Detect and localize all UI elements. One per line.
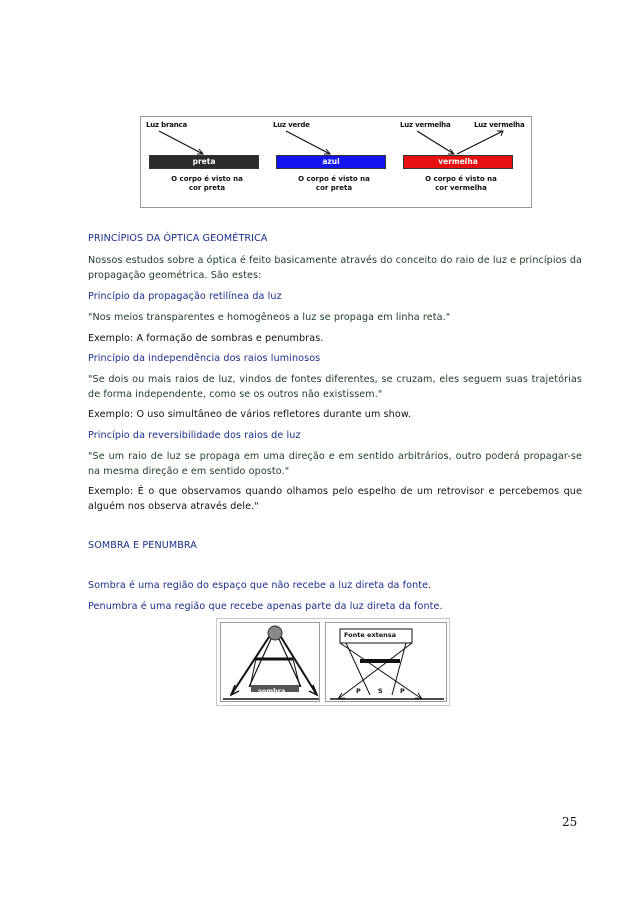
caption-line: O corpo é visto na bbox=[425, 175, 497, 183]
caption-line: O corpo é visto na bbox=[171, 175, 243, 183]
figure-caption bbox=[284, 175, 384, 193]
penumbra-label: P bbox=[356, 687, 361, 695]
body-bar-red bbox=[403, 155, 513, 169]
figure-panel-red-light bbox=[399, 119, 523, 205]
penumbra-label: P bbox=[400, 687, 405, 695]
light-label: Luz vermelha bbox=[400, 121, 451, 129]
caption-line: cor preta bbox=[315, 184, 353, 192]
figure-panel-green-light bbox=[272, 119, 396, 205]
body-bar-blue bbox=[276, 155, 386, 169]
sombra-label: sombra bbox=[258, 687, 286, 695]
principle-example: Exemplo: É o que observamos quando olhamos pelo espelho de um retrovisor e percebemos que alguém nos observa através dele." bbox=[88, 486, 582, 512]
principle-name: Princípio da propagação retilínea da luz bbox=[88, 291, 282, 302]
figure-panel-white-light bbox=[145, 119, 269, 205]
section-title: SOMBRA E PENUMBRA bbox=[88, 540, 197, 551]
principle-name: Princípio da independência dos raios luminosos bbox=[88, 353, 321, 364]
shadow-penumbra-figure bbox=[216, 618, 450, 706]
body-label: vermelha bbox=[438, 157, 478, 166]
caption-line: O corpo é visto na bbox=[298, 175, 370, 183]
caption-line: cor preta bbox=[188, 184, 226, 192]
body-label: azul bbox=[322, 157, 340, 166]
point-source-diagram bbox=[220, 622, 320, 702]
extended-source-diagram bbox=[325, 622, 447, 702]
principle-statement: "Nos meios transparentes e homogêneos a luz se propaga em linha reta." bbox=[88, 312, 451, 323]
sombra-definition: Sombra é uma região do espaço que não recebe a luz direta da fonte. bbox=[88, 580, 432, 591]
body-bar-black bbox=[149, 155, 259, 169]
sombra-label: S bbox=[378, 687, 383, 695]
principle-example: Exemplo: A formação de sombras e penumbras. bbox=[88, 333, 324, 344]
principle-statement: "Se um raio de luz se propaga em uma direção e em sentido arbitrários, outro poderá propagar-se na mesma direção e em sentido oposto." bbox=[88, 451, 582, 477]
body-label: preta bbox=[192, 157, 216, 166]
caption-line: cor vermelha bbox=[435, 184, 487, 192]
figure-caption bbox=[411, 175, 511, 193]
page-number: 25 bbox=[562, 815, 578, 829]
penumbra-definition: Penumbra é uma região que recebe apenas parte da luz direta da fonte. bbox=[88, 601, 443, 612]
section-title: PRINCÍPIOS DA ÓPTICA GEOMÉTRICA bbox=[88, 233, 268, 244]
fonte-extensa-label: Fonte extensa bbox=[344, 631, 397, 639]
colored-bodies-figure bbox=[140, 116, 532, 208]
light-label: Luz branca bbox=[146, 121, 187, 129]
principle-name: Princípio da reversibilidade dos raios de luz bbox=[88, 430, 301, 441]
light-label: Luz verde bbox=[273, 121, 310, 129]
principle-example: Exemplo: O uso simultâneo de vários refletores durante um show. bbox=[88, 409, 412, 420]
principle-statement: "Se dois ou mais raios de luz, vindos de fontes diferentes, se cruzam, eles seguem suas trajetórias de forma independente, como se os outros não existissem." bbox=[88, 374, 582, 400]
reflected-light-label: Luz vermelha bbox=[474, 121, 525, 129]
figure-caption bbox=[157, 175, 257, 193]
intro-paragraph: Nossos estudos sobre a óptica é feito basicamente através do conceito do raio de luz e princípios da propagação geométrica. São estes: bbox=[88, 255, 582, 281]
